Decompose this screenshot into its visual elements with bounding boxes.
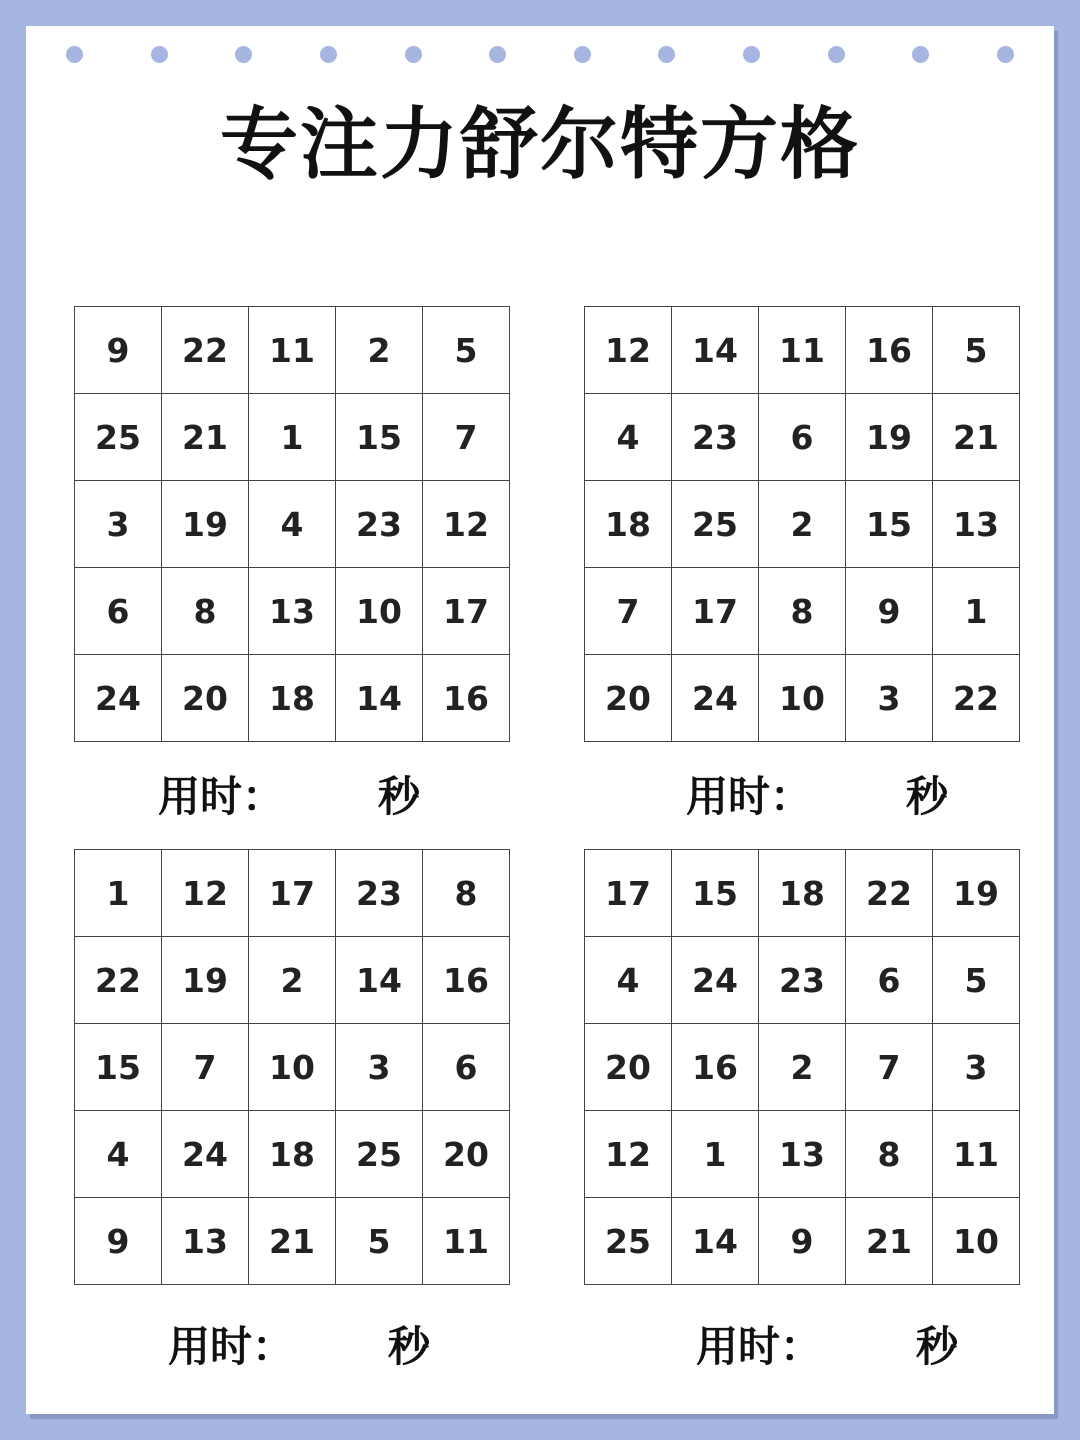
binder-hole (828, 46, 845, 63)
grid-cell: 17 (249, 850, 336, 937)
grid-cell: 8 (423, 850, 510, 937)
grid-cell: 3 (75, 481, 162, 568)
grid-cell: 9 (846, 568, 933, 655)
grid-cell: 18 (249, 655, 336, 742)
binder-holes (66, 46, 1014, 66)
grid-cell: 22 (75, 937, 162, 1024)
grid-cell: 13 (162, 1198, 249, 1285)
grid-cell: 20 (585, 655, 672, 742)
time-field-1 (74, 772, 509, 822)
grid-cell: 4 (585, 937, 672, 1024)
grid-cell: 23 (672, 394, 759, 481)
grid-cell: 11 (423, 1198, 510, 1285)
grid-cell: 10 (336, 568, 423, 655)
grid-cell: 25 (75, 394, 162, 481)
grid-cell: 4 (249, 481, 336, 568)
grid-cell: 24 (672, 937, 759, 1024)
grid-cell: 11 (933, 1111, 1020, 1198)
binder-hole (66, 46, 83, 63)
grid-cell: 8 (162, 568, 249, 655)
grid-cell: 6 (759, 394, 846, 481)
grid-cell: 4 (75, 1111, 162, 1198)
time-label: 用时： (686, 772, 813, 821)
grid-cell: 8 (846, 1111, 933, 1198)
grid-cell: 16 (672, 1024, 759, 1111)
grid-cell: 5 (933, 307, 1020, 394)
grid-cell: 25 (336, 1111, 423, 1198)
time-label: 用时： (158, 772, 285, 821)
schulte-grid-2 (584, 306, 1020, 742)
grid-cell: 6 (423, 1024, 510, 1111)
grid-cell: 7 (585, 568, 672, 655)
time-unit: 秒 (916, 1322, 959, 1371)
grid-cell: 22 (846, 850, 933, 937)
time-unit: 秒 (378, 772, 421, 821)
grid-cell: 13 (249, 568, 336, 655)
grid-cell: 4 (585, 394, 672, 481)
grid-cell: 8 (759, 568, 846, 655)
binder-hole (489, 46, 506, 63)
grid-cell: 21 (162, 394, 249, 481)
grid-cell: 20 (585, 1024, 672, 1111)
grid-cell: 2 (759, 481, 846, 568)
grid-cell: 3 (933, 1024, 1020, 1111)
binder-hole (658, 46, 675, 63)
grid-cell: 19 (162, 937, 249, 1024)
grid-cell: 5 (423, 307, 510, 394)
grid-cell: 11 (249, 307, 336, 394)
grid-cell: 19 (846, 394, 933, 481)
grid-cell: 1 (75, 850, 162, 937)
grid-cell: 12 (585, 307, 672, 394)
grid-cell: 13 (759, 1111, 846, 1198)
worksheet (26, 26, 1054, 1414)
page-title: 专注力舒尔特方格 (219, 100, 860, 190)
grid-cell: 17 (585, 850, 672, 937)
grid-cell: 23 (759, 937, 846, 1024)
schulte-grid-4 (584, 849, 1020, 1285)
grid-cell: 7 (423, 394, 510, 481)
grid-cell: 14 (336, 937, 423, 1024)
grid-cell: 18 (585, 481, 672, 568)
binder-hole (405, 46, 422, 63)
grid-cell: 7 (162, 1024, 249, 1111)
time-field-2 (602, 772, 1037, 822)
time-label: 用时： (696, 1322, 823, 1371)
binder-hole (151, 46, 168, 63)
grid-cell: 24 (75, 655, 162, 742)
grid-cell: 2 (249, 937, 336, 1024)
grid-cell: 1 (672, 1111, 759, 1198)
grid-cell: 13 (933, 481, 1020, 568)
binder-hole (743, 46, 760, 63)
grid-cell: 17 (672, 568, 759, 655)
grid-cell: 24 (672, 655, 759, 742)
grid-cell: 5 (933, 937, 1020, 1024)
grid-cell: 16 (423, 655, 510, 742)
grid-cell: 25 (585, 1198, 672, 1285)
grid-cell: 1 (933, 568, 1020, 655)
grid-cell: 20 (162, 655, 249, 742)
grid-cell: 14 (672, 1198, 759, 1285)
grid-cell: 2 (759, 1024, 846, 1111)
time-label: 用时： (168, 1322, 295, 1371)
binder-hole (320, 46, 337, 63)
grid-cell: 15 (672, 850, 759, 937)
grid-cell: 14 (336, 655, 423, 742)
grid-cell: 11 (759, 307, 846, 394)
grid-cell: 18 (249, 1111, 336, 1198)
grid-cell: 3 (336, 1024, 423, 1111)
schulte-grid-1 (74, 306, 510, 742)
grid-cell: 21 (846, 1198, 933, 1285)
grid-cell: 18 (759, 850, 846, 937)
grid-cell: 21 (249, 1198, 336, 1285)
grid-cell: 24 (162, 1111, 249, 1198)
grid-cell: 7 (846, 1024, 933, 1111)
grid-cell: 10 (249, 1024, 336, 1111)
grid-cell: 5 (336, 1198, 423, 1285)
binder-hole (997, 46, 1014, 63)
grid-cell: 10 (759, 655, 846, 742)
grid-cell: 9 (75, 1198, 162, 1285)
grid-cell: 12 (162, 850, 249, 937)
grid-cell: 21 (933, 394, 1020, 481)
grid-cell: 15 (75, 1024, 162, 1111)
grid-cell: 23 (336, 481, 423, 568)
grid-cell: 22 (933, 655, 1020, 742)
grid-cell: 9 (759, 1198, 846, 1285)
grid-cell: 6 (75, 568, 162, 655)
grid-cell: 22 (162, 307, 249, 394)
grid-cell: 16 (423, 937, 510, 1024)
grid-cell: 1 (249, 394, 336, 481)
binder-hole (235, 46, 252, 63)
binder-hole (912, 46, 929, 63)
grid-cell: 23 (336, 850, 423, 937)
grid-cell: 19 (162, 481, 249, 568)
grid-cell: 19 (933, 850, 1020, 937)
grid-cell: 25 (672, 481, 759, 568)
time-field-3 (84, 1322, 519, 1372)
grid-cell: 15 (846, 481, 933, 568)
grid-cell: 6 (846, 937, 933, 1024)
grid-cell: 3 (846, 655, 933, 742)
schulte-grid-3 (74, 849, 510, 1285)
grid-cell: 17 (423, 568, 510, 655)
binder-hole (574, 46, 591, 63)
grid-cell: 14 (672, 307, 759, 394)
time-field-4 (612, 1322, 1047, 1372)
grid-cell: 10 (933, 1198, 1020, 1285)
grid-cell: 15 (336, 394, 423, 481)
time-unit: 秒 (388, 1322, 431, 1371)
time-unit: 秒 (906, 772, 949, 821)
grid-cell: 2 (336, 307, 423, 394)
grid-cell: 16 (846, 307, 933, 394)
grid-cell: 12 (585, 1111, 672, 1198)
grid-cell: 9 (75, 307, 162, 394)
grid-cell: 12 (423, 481, 510, 568)
grid-cell: 20 (423, 1111, 510, 1198)
